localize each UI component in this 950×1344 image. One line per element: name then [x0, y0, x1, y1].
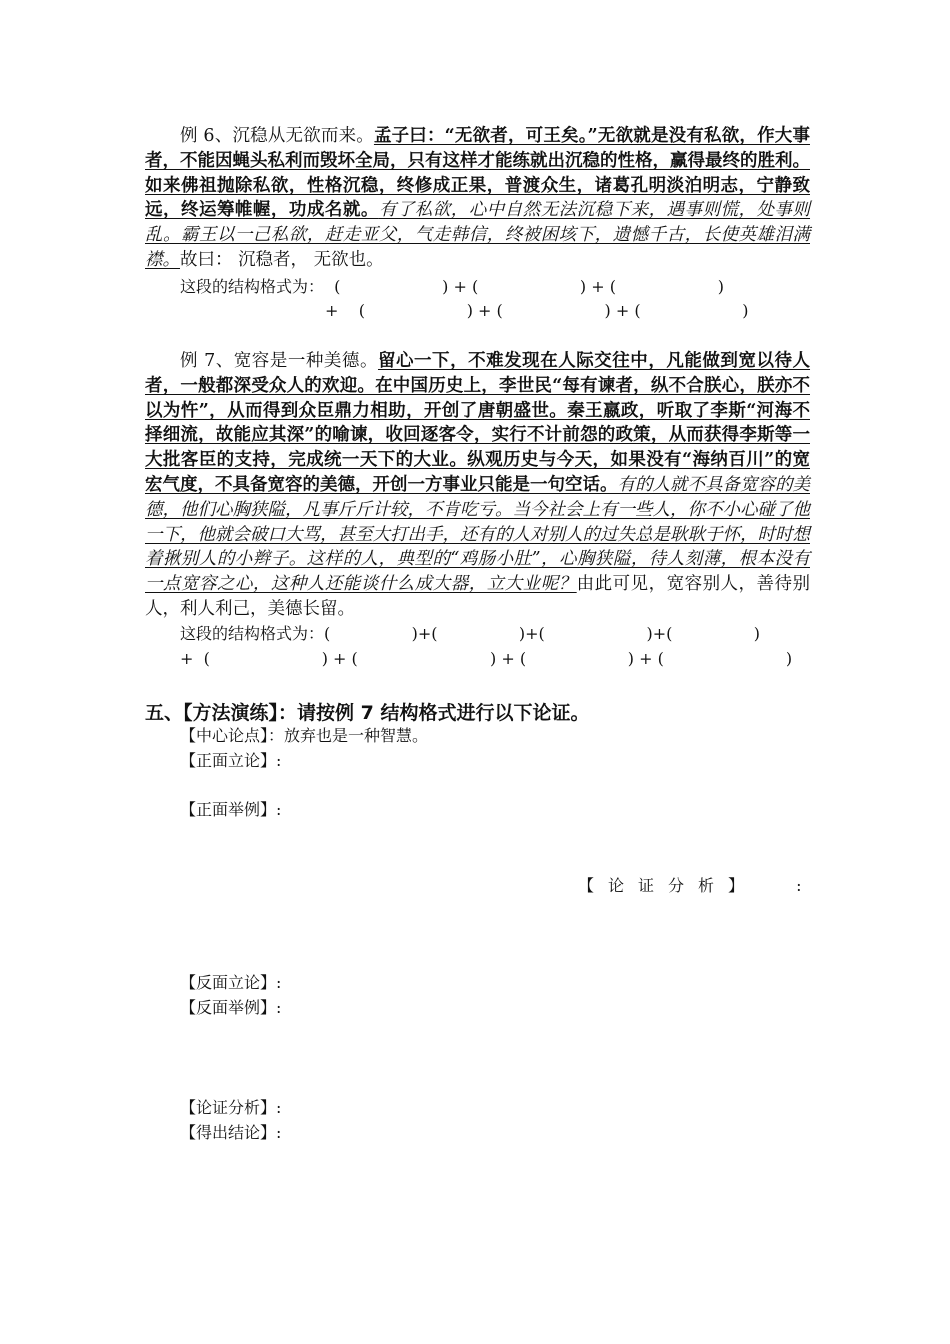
example-7-format-line-2: + ( ) + ( ) + ( ) + ( ) — [180, 649, 793, 668]
example-6-paragraph — [145, 124, 810, 273]
negative-argument-label: 【反面立论】: — [180, 973, 282, 992]
example-7-bold-text: 留心一下，不难发现在人际交往中，凡能做到宽以待人者，一般都深受众人的欢迎。在中国历史上，李世民“每有谏者，纵不合朕心，朕亦不以为忤”，从而得到众臣鼎力相助，开创了唐朝盛世。秦王嬴政，听取了李斯“河海不择细流，故能应其深”的喻谏，收回逐客令，实行不计前怨的政策，从而获得李斯等一大批客臣的支持，完成统一天下的大业。纵观历史与今天，如果没有“海纳百川”的宽宏气度，不具备宽容的美德，开创一方事业只能是一句空话。 — [145, 351, 811, 495]
example-7-lead: 例 7、宽容是一种美德。 — [180, 351, 378, 371]
example-6-format-line-2: + ( ) + ( ) + ( ) — [325, 301, 749, 320]
example-7-italic-text: 有的人就不具备宽容的美德，他们心胸狭隘，凡事斤斤计较，不肯吃亏。当今社会上有一些人，你不小心碰了他一下，他就会破口大骂，甚至大打出手，还有的人对别人的过失总是耿耿于怀，时时想着揪别人的小辫子。这样的人，典型的“鸡肠小肚”，心胸狭隘，待人刻薄，根本没有一点宽容之心，这种人还能谈什么成大器，立大业呢？ — [145, 474, 810, 595]
central-argument-line — [180, 724, 428, 748]
analysis-label: 【论证分析】: — [180, 1098, 282, 1117]
example-6-bold-text: 孟子曰：“无欲者，可王矣。”无欲就是没有私欲，作大事者，不能因蝇头私利而毁坏全局，只有这样才能练就出沉稳的性格，赢得最终的胜利。如来佛祖抛除私欲，性格沉稳，终修成正果，普渡众生，诸葛孔明淡泊明志，宁静致远，终运筹帷幄，功成名就。 — [145, 126, 810, 221]
negative-example-label: 【反面举例】: — [180, 998, 282, 1017]
example-7-paragraph — [145, 349, 810, 622]
example-7-tail: 由此可见，宽容别人，善待别人，利人利己，美德长留。 — [145, 574, 811, 619]
positive-argument-label: 【正面立论】: — [180, 751, 282, 770]
positive-example-label: 【正面举例】: — [180, 800, 282, 819]
central-argument-label: 【中心论点】： — [180, 726, 285, 745]
example-6-tail: 故曰： 沉稳者， 无欲也。 — [180, 249, 384, 270]
example-6-lead: 例 6、沉稳从无欲而来。 — [180, 126, 374, 146]
example-7-format-line-1: 这段的结构格式为：( )+( )+( )+( ) — [180, 624, 761, 643]
example-6-format-line-1: 这段的结构格式为： ( ) + ( ) + ( ) — [180, 277, 724, 296]
section-5-heading: 五、【方法演练】：请按例 7 结构格式进行以下论证。 — [145, 702, 590, 724]
central-argument-text: 放弃也是一种智慧。 — [284, 726, 429, 745]
conclusion-label: 【得出结论】: — [180, 1123, 282, 1142]
example-6-italic-text: 有了私欲，心中自然无法沉稳下来，遇事则慌，处事则乱。霸王以一己私欲，赶走亚父，气走韩信，终被困垓下，遗憾千古，长使英雄泪满襟。 — [145, 200, 811, 270]
mid-analysis-label: 【论证分析】 : — [578, 876, 816, 895]
